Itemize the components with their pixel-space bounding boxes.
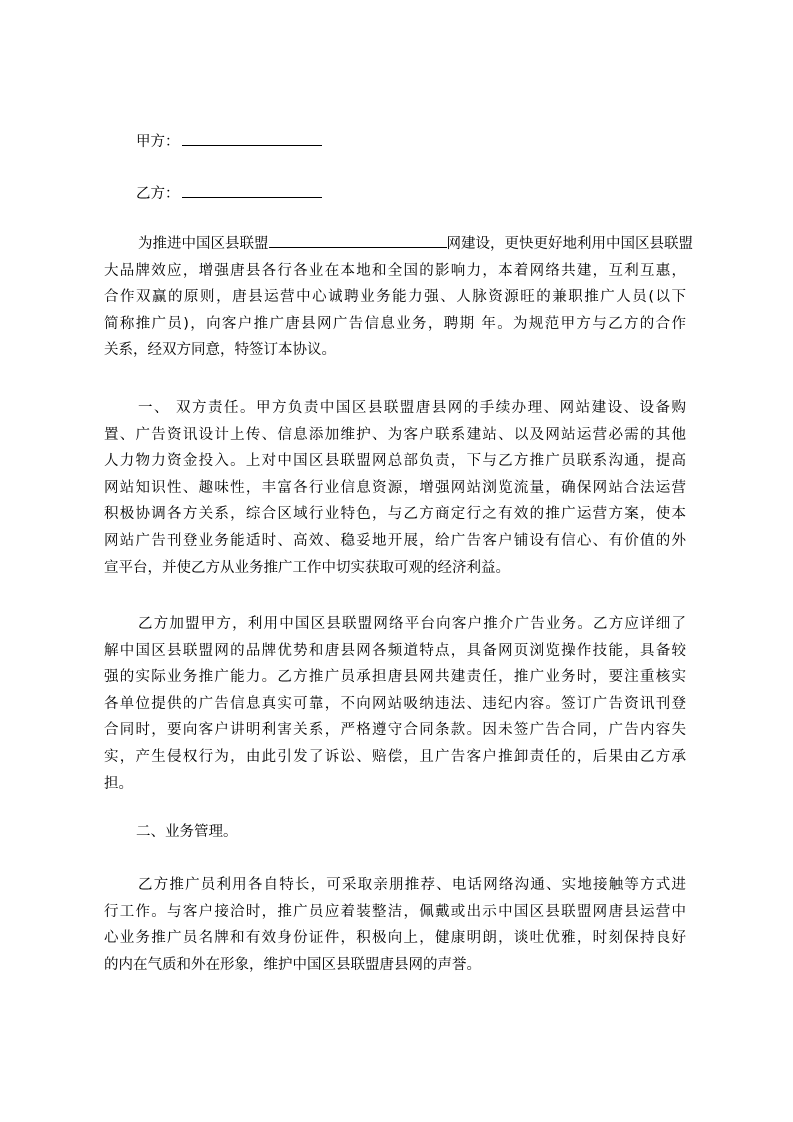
intro-line: 关系，经双方同意，特签订本协议。 [104, 342, 336, 359]
section1-line: 一、 双方责任。甲方负责中国区县联盟唐县网的手续办理、网站建设、设备购 [138, 400, 686, 416]
party-b-label: 乙方： [136, 186, 180, 202]
section1-line: 网站广告刊登业务能适时、高效、稳妥地开展，给广告客户铺设有信心、有价值的外 [104, 532, 686, 549]
section2-heading: 二、业务管理。 [136, 824, 238, 840]
alliance-name-blank [269, 235, 447, 248]
party-a-blank [182, 133, 322, 146]
section1-line: 置、广告资讯设计上传、信息添加维护、为客户联系建站、以及网站运营必需的其他 [104, 426, 686, 443]
intro-line: 简称推广员)，向客户推广唐县网广告信息业务，聘期 年。为规范甲方与乙方的合作 [104, 315, 686, 332]
section1-line: 网站知识性、趣味性，丰富各行业信息资源，增强网站浏览流量，确保网站合法运营 [104, 479, 686, 496]
section1b-line: 乙方加盟甲方，利用中国区县联盟网络平台向客户推介广告业务。乙方应详细了 [138, 616, 686, 632]
section1b-line: 强的实际业务推广能力。乙方推广员承担唐县网共建责任，推广业务时，要注重核实 [104, 669, 686, 686]
section1b-line: 实，产生侵权行为，由此引发了诉讼、赔偿，且广告客户推卸责任的，后果由乙方承 [104, 748, 686, 765]
party-b-blank [182, 185, 322, 198]
section2-paragraph [104, 872, 686, 978]
intro-line: 合作双赢的原则，唐县运营中心诚聘业务能力强、人脉资源旺的兼职推广人员(以下 [104, 289, 686, 306]
section2-line: 的内在气质和外在形象，维护中国区县联盟唐县网的声誉。 [104, 956, 481, 973]
party-a-label: 甲方： [136, 134, 180, 150]
party-a-line [136, 132, 322, 152]
section1-line: 人力物力资金投入。上对中国区县联盟网总部负责，下与乙方推广员联系沟通，提高 [104, 453, 686, 470]
section1b-line: 合同时，要向客户讲明利害关系，严格遵守合同条款。因未签广告合同，广告内容失 [104, 722, 686, 739]
intro-first-line: 为推进中国区县联盟 网建设，更快更好地利用中国区县联盟 [138, 236, 693, 252]
section1b-line: 各单位提供的广告信息真实可靠，不向网站吸纳违法、违纪内容。签订广告资讯刊登 [104, 695, 686, 712]
section2-line: 行工作。与客户接洽时，推广员应着装整洁，佩戴或出示中国区县联盟网唐县运营中 [104, 903, 686, 920]
section1b-line: 解中国区县联盟网的品牌优势和唐县网各频道特点，具备网页浏览操作技能，具备较 [104, 642, 686, 659]
section1b-paragraph [104, 611, 686, 797]
party-b-line [136, 184, 322, 204]
section1-line: 积极协调各方关系，综合区域行业特色，与乙方商定行之有效的推广运营方案，使本 [104, 506, 686, 523]
section1-line: 宣平台，并使乙方从业务推广工作中切实获取可观的经济利益。 [104, 559, 510, 576]
intro-line: 大品牌效应，增强唐县各行各业在本地和全国的影响力，本着网络共建，互利互惠， [104, 262, 686, 279]
section1-paragraph [104, 395, 686, 581]
section2-line: 乙方推广员利用各自特长，可采取亲朋推荐、电话网络沟通、实地接触等方式进 [138, 877, 686, 893]
intro-paragraph [104, 231, 693, 364]
section1b-line: 担。 [104, 775, 133, 792]
section2-line: 心业务推广员名牌和有效身份证件，积极向上，健康明朗，谈吐优雅，时刻保持良好 [104, 930, 686, 947]
